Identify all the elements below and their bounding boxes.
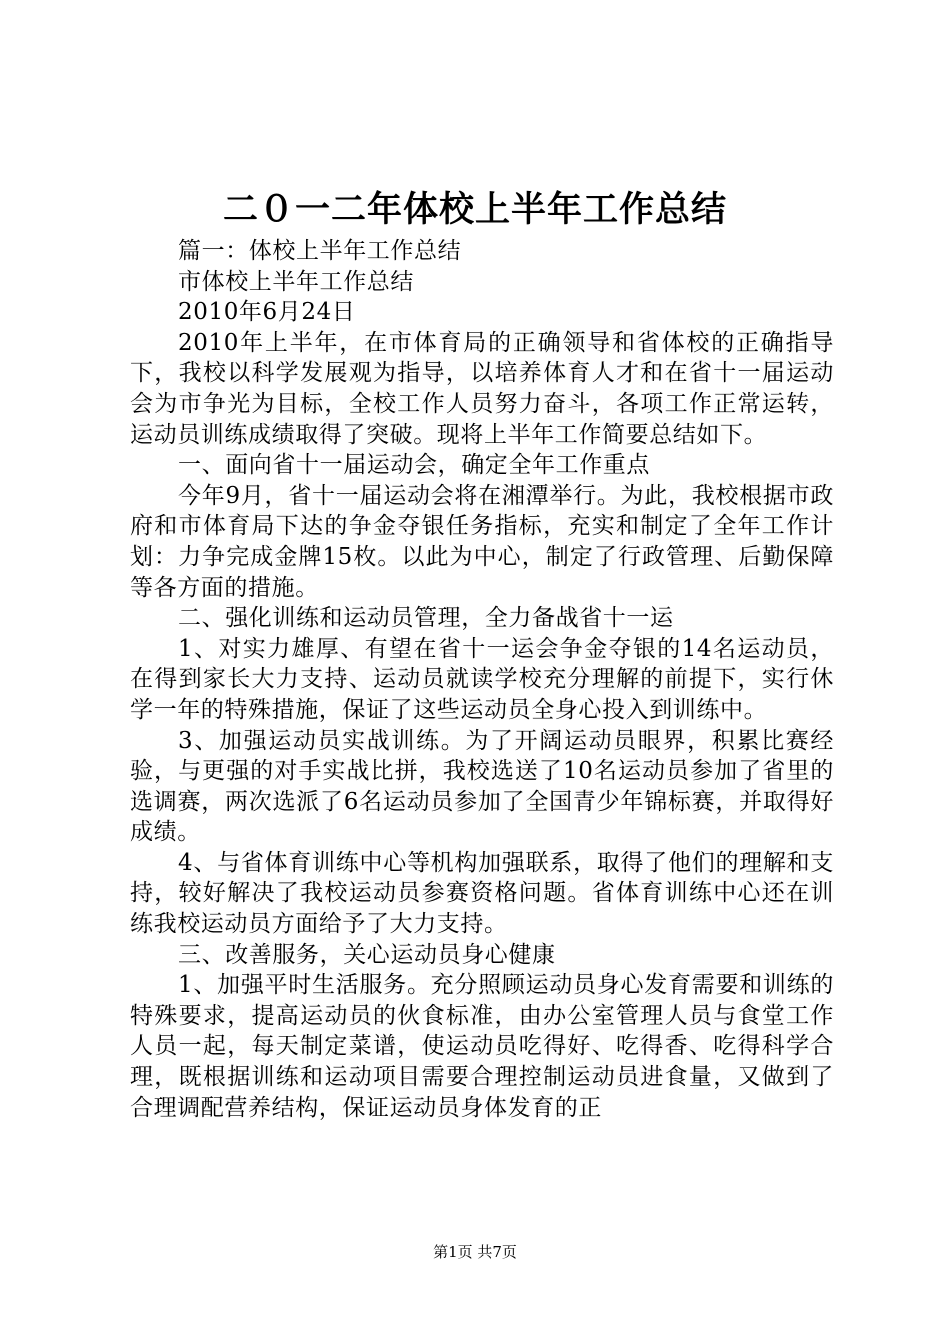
paragraph-date: 2010年6月24日 bbox=[178, 299, 356, 326]
paragraph-subtitle: 市体校上半年工作总结 bbox=[178, 268, 414, 295]
paragraph-section-heading: 篇一：体校上半年工作总结 bbox=[178, 238, 462, 264]
paragraph-body: 1、对实力雄厚、有望在省十一运会争金夺银的14名运动员，在得到家长大力支持、运动员就读学校充分理解的前提下，实行休学一年的特殊措施，保证了这些运动员全身心投入到训练中。 bbox=[130, 635, 834, 723]
paragraph-heading-two: 二、强化训练和运动员管理，全力备战省十一运 bbox=[178, 605, 674, 632]
page-footer: 第1页 共7页 bbox=[433, 1243, 517, 1261]
paragraph-intro: 2010年上半年，在市体育局的正确领导和省体校的正确指导下，我校以科学发展观为指导，以培养体育人才和在省十一届运动会为市争光为目标，全校工作人员努力奋斗，各项工作正常运转，运动员训练成绩取得了突破。现将上半年工作简要总结如下。 bbox=[130, 329, 834, 448]
document-body bbox=[130, 236, 834, 1123]
paragraph-body: 3、加强运动员实战训练。为了开阔运动员眼界，积累比赛经验，与更强的对手实战比拼，我校选送了10名运动员参加了省里的选调赛，两次选派了6名运动员参加了全国青少年锦标赛，并取得好成绩。 bbox=[130, 727, 834, 846]
paragraph-heading-one: 一、面向省十一届运动会，确定全年工作重点 bbox=[178, 452, 650, 479]
paragraph-body: 今年9月，省十一届运动会将在湘潭举行。为此，我校根据市政府和市体育局下达的争金夺银任务指标，充实和制定了全年工作计划：力争完成金牌15枚。以此为中心，制定了行政管理、后勤保障等各方面的措施。 bbox=[130, 482, 834, 601]
document-title: 二０一二年体校上半年工作总结 bbox=[222, 189, 727, 230]
paragraph-body: 4、与省体育训练中心等机构加强联系，取得了他们的理解和支持，较好解决了我校运动员参赛资格问题。省体育训练中心还在训练我校运动员方面给予了大力支持。 bbox=[130, 849, 834, 938]
paragraph-body: 1、加强平时生活服务。充分照顾运动员身心发育需要和训练的特殊要求，提高运动员的伙食标准，由办公室管理人员与食堂工作人员一起，每天制定菜谱，使运动员吃得好、吃得香、吃得科学合理，既根据训练和运动项目需要合理控制运动员进食量，又做到了合理调配营养结构，保证运动员身体发育的正 bbox=[130, 972, 834, 1121]
paragraph-heading-three: 三、改善服务，关心运动员身心健康 bbox=[178, 941, 556, 968]
